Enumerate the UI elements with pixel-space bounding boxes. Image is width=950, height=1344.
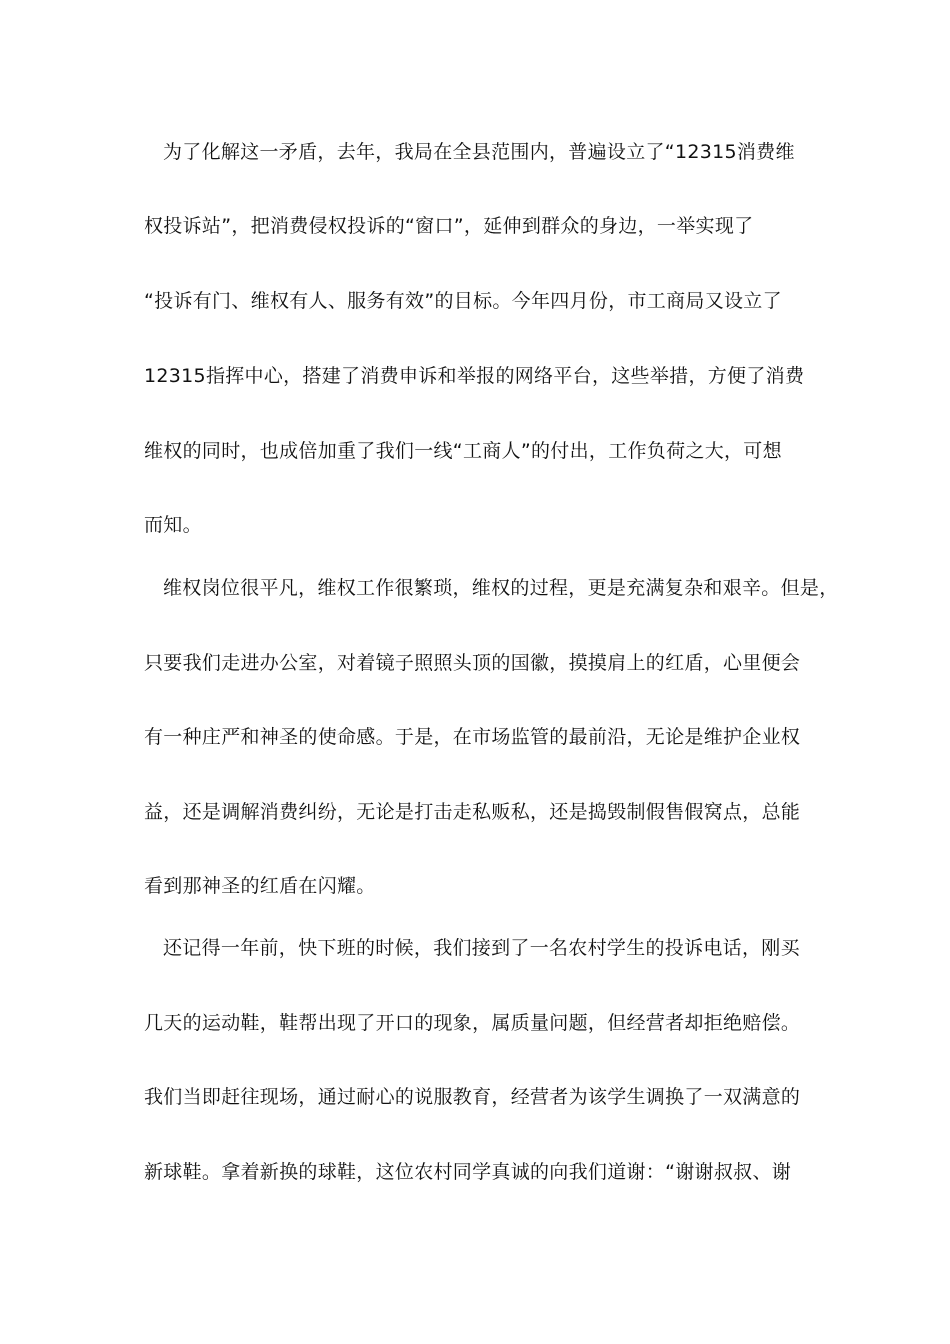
text-line: 益，还是调解消费纠纷，无论是打击走私贩私，还是捣毁制假售假窝点，总能 [144, 801, 801, 823]
text-line: “投诉有门、维权有人、服务有效”的目标。今年四月份，市工商局又设立了 [144, 290, 782, 312]
text-line: 看到那神圣的红盾在闪耀。 [144, 875, 376, 897]
text-line: 12315指挥中心，搭建了消费申诉和举报的网络平台，这些举措，方便了消费 [144, 365, 805, 387]
text-line: 有一种庄严和神圣的使命感。于是，在市场监管的最前沿，无论是维护企业权 [144, 726, 801, 748]
text-line: 新球鞋。拿着新换的球鞋，这位农村同学真诚的向我们道谢：“谢谢叔叔、谢 [144, 1161, 792, 1183]
text-line: 权投诉站”，把消费侵权投诉的“窗口”，延伸到群众的身边，一举实现了 [144, 215, 754, 237]
text-line: 我们当即赶往现场，通过耐心的说服教育，经营者为该学生调换了一双满意的 [144, 1086, 801, 1108]
text-line: 而知。 [144, 514, 202, 536]
text-line: 还记得一年前，快下班的时候，我们接到了一名农村学生的投诉电话，刚买 [163, 937, 800, 959]
text-line: 维权岗位很平凡，维权工作很繁琐，维权的过程，更是充满复杂和艰辛。但是， [163, 577, 839, 599]
text-line: 只要我们走进办公室，对着镜子照照头顶的国徽，摸摸肩上的红盾，心里便会 [144, 652, 801, 674]
text-line: 几天的运动鞋，鞋帮出现了开口的现象，属质量问题，但经营者却拒绝赔偿。 [144, 1012, 801, 1034]
text-line: 为了化解这一矛盾，去年，我局在全县范围内，普遍设立了“12315消费维 [163, 141, 795, 163]
text-line: 维权的同时，也成倍加重了我们一线“工商人”的付出，工作负荷之大，可想 [144, 440, 782, 462]
